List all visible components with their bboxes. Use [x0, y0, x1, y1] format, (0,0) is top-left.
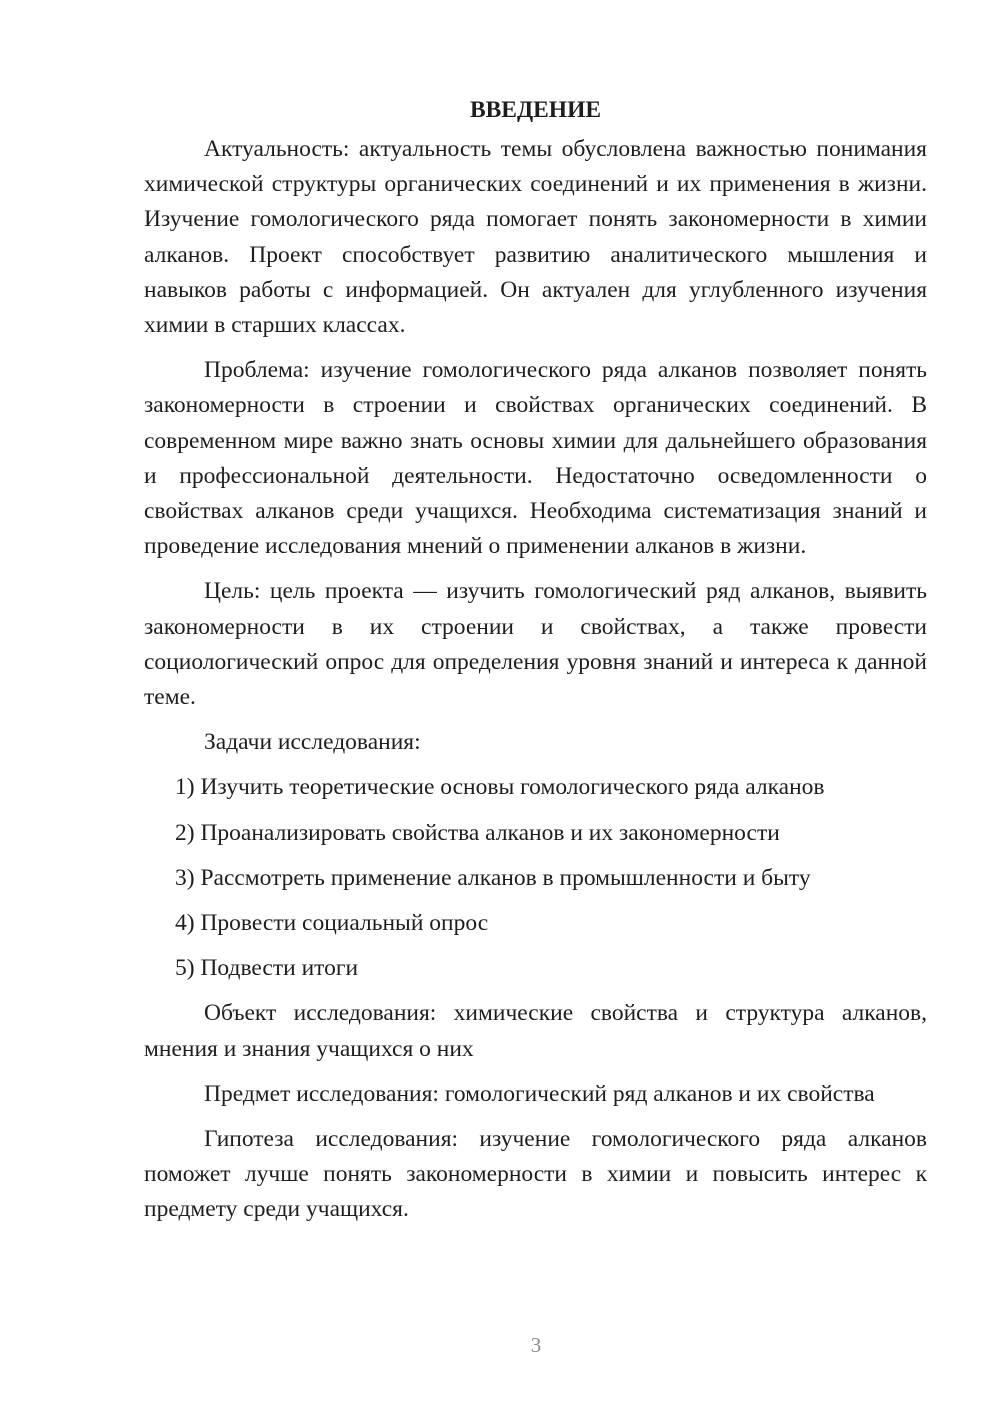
- page-number: 3: [530, 1333, 542, 1357]
- page-title: ВВЕДЕНИЕ: [469, 97, 602, 123]
- paragraph-subject: Предмет исследования: гомологический ряд алканов и их свойства: [204, 1080, 875, 1107]
- paragraph-goal: Цель: цель проекта — изучить гомологический ряд алканов, выявить закономерности в их строении и свойствах, а также провести социологический опрос для определения уровня знаний и интереса к данной теме.: [144, 578, 927, 711]
- paragraph-object: Объект исследования: химические свойства и структура алканов, мнения и знания учащихся о них: [144, 1000, 927, 1062]
- task-item-4: 4) Провести социальный опрос: [175, 910, 489, 937]
- task-item-1: 1) Изучить теоретические основы гомологического ряда алканов: [175, 774, 825, 801]
- page-body: [144, 93, 927, 1238]
- task-item-2: 2) Проанализировать свойства алканов и их закономерности: [175, 819, 780, 846]
- task-item-5: 5) Подвести итоги: [175, 955, 359, 982]
- paragraph-relevance: Актуальность: актуальность темы обусловлена важностью понимания химической структуры органических соединений и их применения в жизни. Изучение гомологического ряда помогает понять закономерности в химии алканов. Проект способствует развитию аналитического мышления и навыков работы с информацией. Он актуален для углубленного изучения химии в старших классах.: [144, 136, 927, 339]
- paragraph-hypothesis: Гипотеза исследования: изучение гомологического ряда алканов поможет лучше понять закономерности в химии и повысить интерес к предмету среди учащихся.: [144, 1126, 927, 1223]
- paragraph-problem: Проблема: изучение гомологического ряда алканов позволяет понять закономерности в строении и свойствах органических соединений. В современном мире важно знать основы химии для дальнейшего образования и профессиональной деятельности. Недостаточно осведомленности о свойствах алканов среди учащихся. Необходима систематизация знаний и проведение исследования мнений о применении алканов в жизни.: [144, 357, 927, 560]
- task-item-3: 3) Рассмотреть применение алканов в промышленности и быту: [175, 864, 811, 891]
- tasks-heading: Задачи исследования:: [204, 729, 421, 756]
